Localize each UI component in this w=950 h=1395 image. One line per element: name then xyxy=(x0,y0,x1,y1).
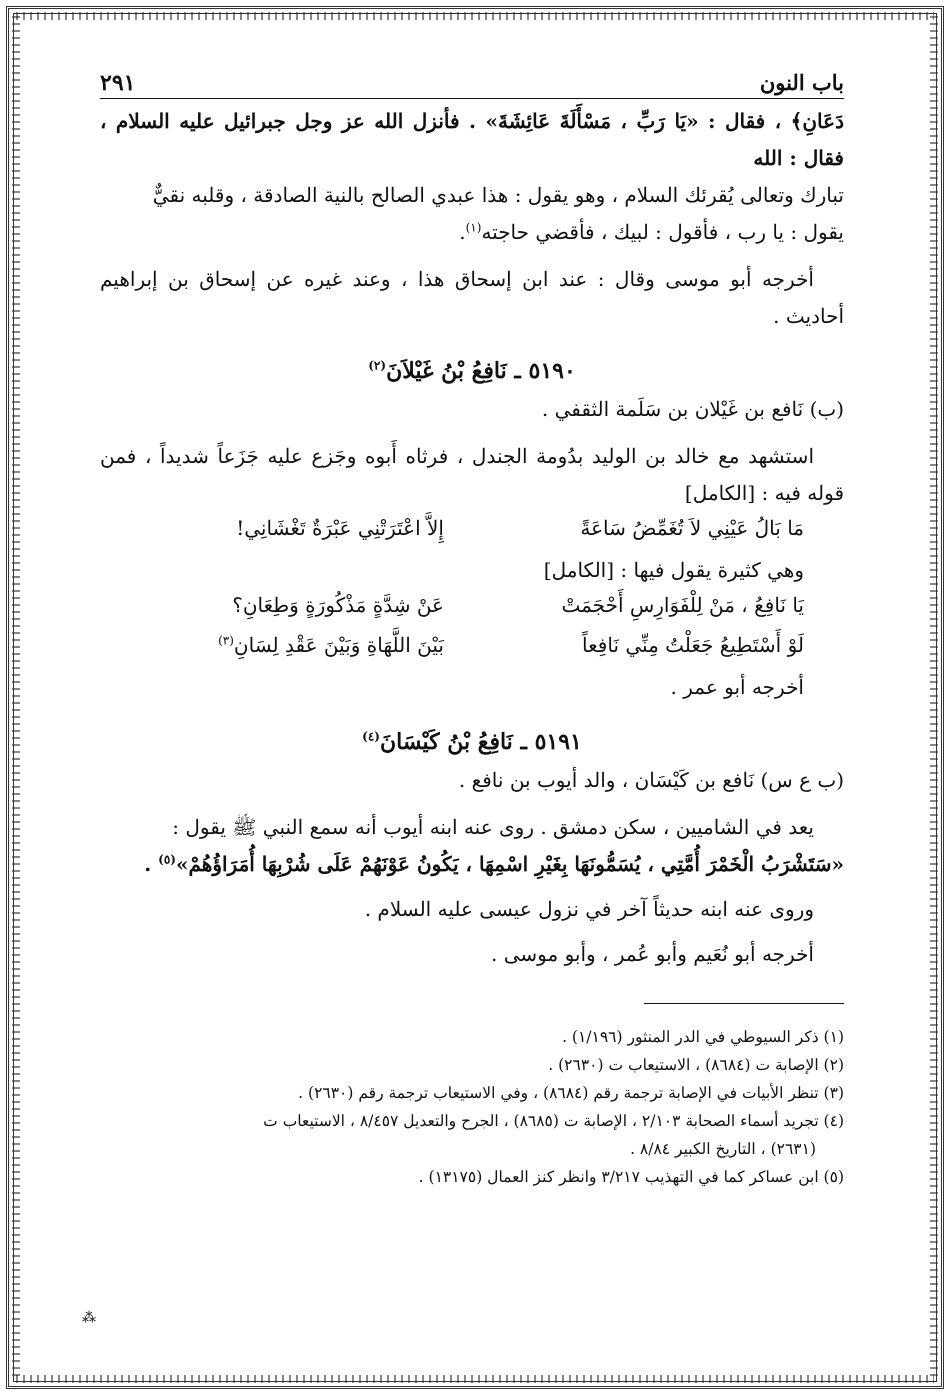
verse-line xyxy=(100,512,844,552)
entry-heading xyxy=(100,722,844,762)
verse-hemistich-2 xyxy=(218,633,444,657)
footnote: (٢) الإصابة ت (٨٦٨٤) ، الاستيعاب ت (٢٦٣٠) . xyxy=(548,1056,844,1074)
text-span: . xyxy=(144,852,159,876)
paragraph: أخرجه أبو موسى وقال : عند ابن إسحاق هذا ، وعند غيره عن إسحاق بن إبراهيم أحاديث . xyxy=(100,267,844,328)
paragraph-line: دَعَانِ﴾ ، فقال : «يَا رَبِّ ، مَسْأَلَةَ عَائِشَةَ» . فأنزل الله عز وجل جبرائيل عليه السلام ، فقال : الله xyxy=(100,109,844,170)
verse-line xyxy=(100,589,844,629)
verse-hemistich-2: عَنْ شِدَّةٍ مَذْكُورَةٍ وَطِعَانِ؟ xyxy=(232,593,444,617)
meter-label: وهي كثيرة يقول فيها : [الكامل] xyxy=(543,558,804,582)
footnote-separator xyxy=(644,1003,844,1004)
footnotes xyxy=(100,1023,844,1191)
text-span: بَيْنَ اللَّهَاةِ وَبَيْنَ عَقْدِ لِسَانِ xyxy=(233,633,444,657)
text-span: «سَتَشْرَبُ الْخَمْرَ أُمَّتِي ، يُسَمُّونَهَا بِغَيْرِ اسْمِهَا ، يَكُونُ عَوْنَهُمْ عَلَى شُرْبِهَا أُمَرَاؤُهُمْ» xyxy=(175,852,844,876)
chapter-title: باب النون xyxy=(759,70,844,95)
footnote: (٣) تنظر الأبيات في الإصابة ترجمة رقم (٨٦٨٤) ، وفي الاستيعاب ترجمة رقم (٢٦٣٠) . xyxy=(298,1084,844,1102)
verse-line xyxy=(100,629,844,669)
entry-heading xyxy=(100,351,844,391)
paragraph: وروى عنه ابنه حديثاً آخر في نزول عيسى عليه السلام . xyxy=(364,897,814,921)
verse-hemistich-1: يَا نَافِعُ ، مَنْ لِلْفَوَارِسِ أَحْجَمَتْ xyxy=(561,593,804,617)
verse-hemistich-1: مَا بَالُ عَيْنِي لاَ تُغَمِّضُ سَاعَةً xyxy=(580,516,804,540)
page-number: ٢٩١ xyxy=(100,70,136,96)
footnote: (٥) ابن عساكر كما في التهذيب ٣/٢١٧ وانظر كنز العمال (١٣١٧٥) . xyxy=(418,1168,844,1186)
footnote-ref: (٤) xyxy=(362,729,380,744)
footnote-ref: (٢) xyxy=(368,358,387,373)
entry-title: ٥١٩٠ ـ نَافِعُ بْنُ غَيْلاَنَ xyxy=(386,358,576,384)
footnote-continuation: (٢٦٣١) ، التاريخ الكبير ٨/٨٤ . xyxy=(630,1140,816,1158)
page-content xyxy=(82,68,844,1326)
print-mark-icon: ⁂ xyxy=(82,1310,96,1326)
entry-sources: (ب ع س) نَافع بن كَيْسَان ، والد أيوب بن نافع . xyxy=(458,768,844,792)
closing-line: أخرجه أبو عمر . xyxy=(670,675,804,699)
paragraph: استشهد مع خالد بن الوليد بدُومة الجندل ، فرثاه أَبوه وجَزع عليه جَزَعاً شديداً ، فمن قوله فيه : [الكامل] xyxy=(100,444,844,505)
text-span: يقول : يا رب ، فأقول : لبيك ، فأقضي حاجته xyxy=(481,220,844,244)
entry-title: ٥١٩١ ـ نَافِعُ بْنُ كَيْسَانَ xyxy=(379,729,582,755)
hadith-text xyxy=(100,846,844,883)
footnote: (٤) تجريد أسماء الصحابة ٢/١٠٣ ، الإصابة ت (٨٦٨٥) ، الجرح والتعديل ٨/٤٥٧ ، الاستيعاب ت xyxy=(263,1112,844,1130)
footnote-ref: (٣) xyxy=(218,633,234,648)
footnote-ref: (١) xyxy=(465,220,482,235)
footnote-ref: (٥) xyxy=(158,852,176,867)
paragraph: يعد في الشاميين ، سكن دمشق . روى عنه ابنه أيوب أنه سمع النبي ﷺ يقول : xyxy=(172,815,814,839)
footnote: (١) ذكر السيوطي في الدر المنثور (١/١٩٦) . xyxy=(562,1028,844,1046)
verse-hemistich-2: إِلاَّ اعْتَرَتْنِي عَبْرَةٌ تَغْشَانِي! xyxy=(236,516,444,540)
running-header xyxy=(100,68,844,99)
paragraph-line: يقول : يا رب ، فأقول : لبيك ، فأقضي حاجته$^{(١)}$. xyxy=(459,220,844,244)
paragraph-line: تبارك وتعالى يُقرئك السلام ، وهو يقول : هذا عبدي الصالح بالنية الصادقة ، وقلبه نقيٌّ xyxy=(152,183,844,207)
verse-hemistich-1: لَوْ أَسْتَطِيعُ جَعَلْتُ مِنِّي نَافِعاً xyxy=(582,633,804,657)
entry-sources: (ب) نَافع بن غَيْلان بن سَلَمة الثقفي . xyxy=(541,397,844,421)
closing-line: أخرجه أبو نُعَيم وأبو عُمر ، وأبو موسى . xyxy=(491,942,814,966)
